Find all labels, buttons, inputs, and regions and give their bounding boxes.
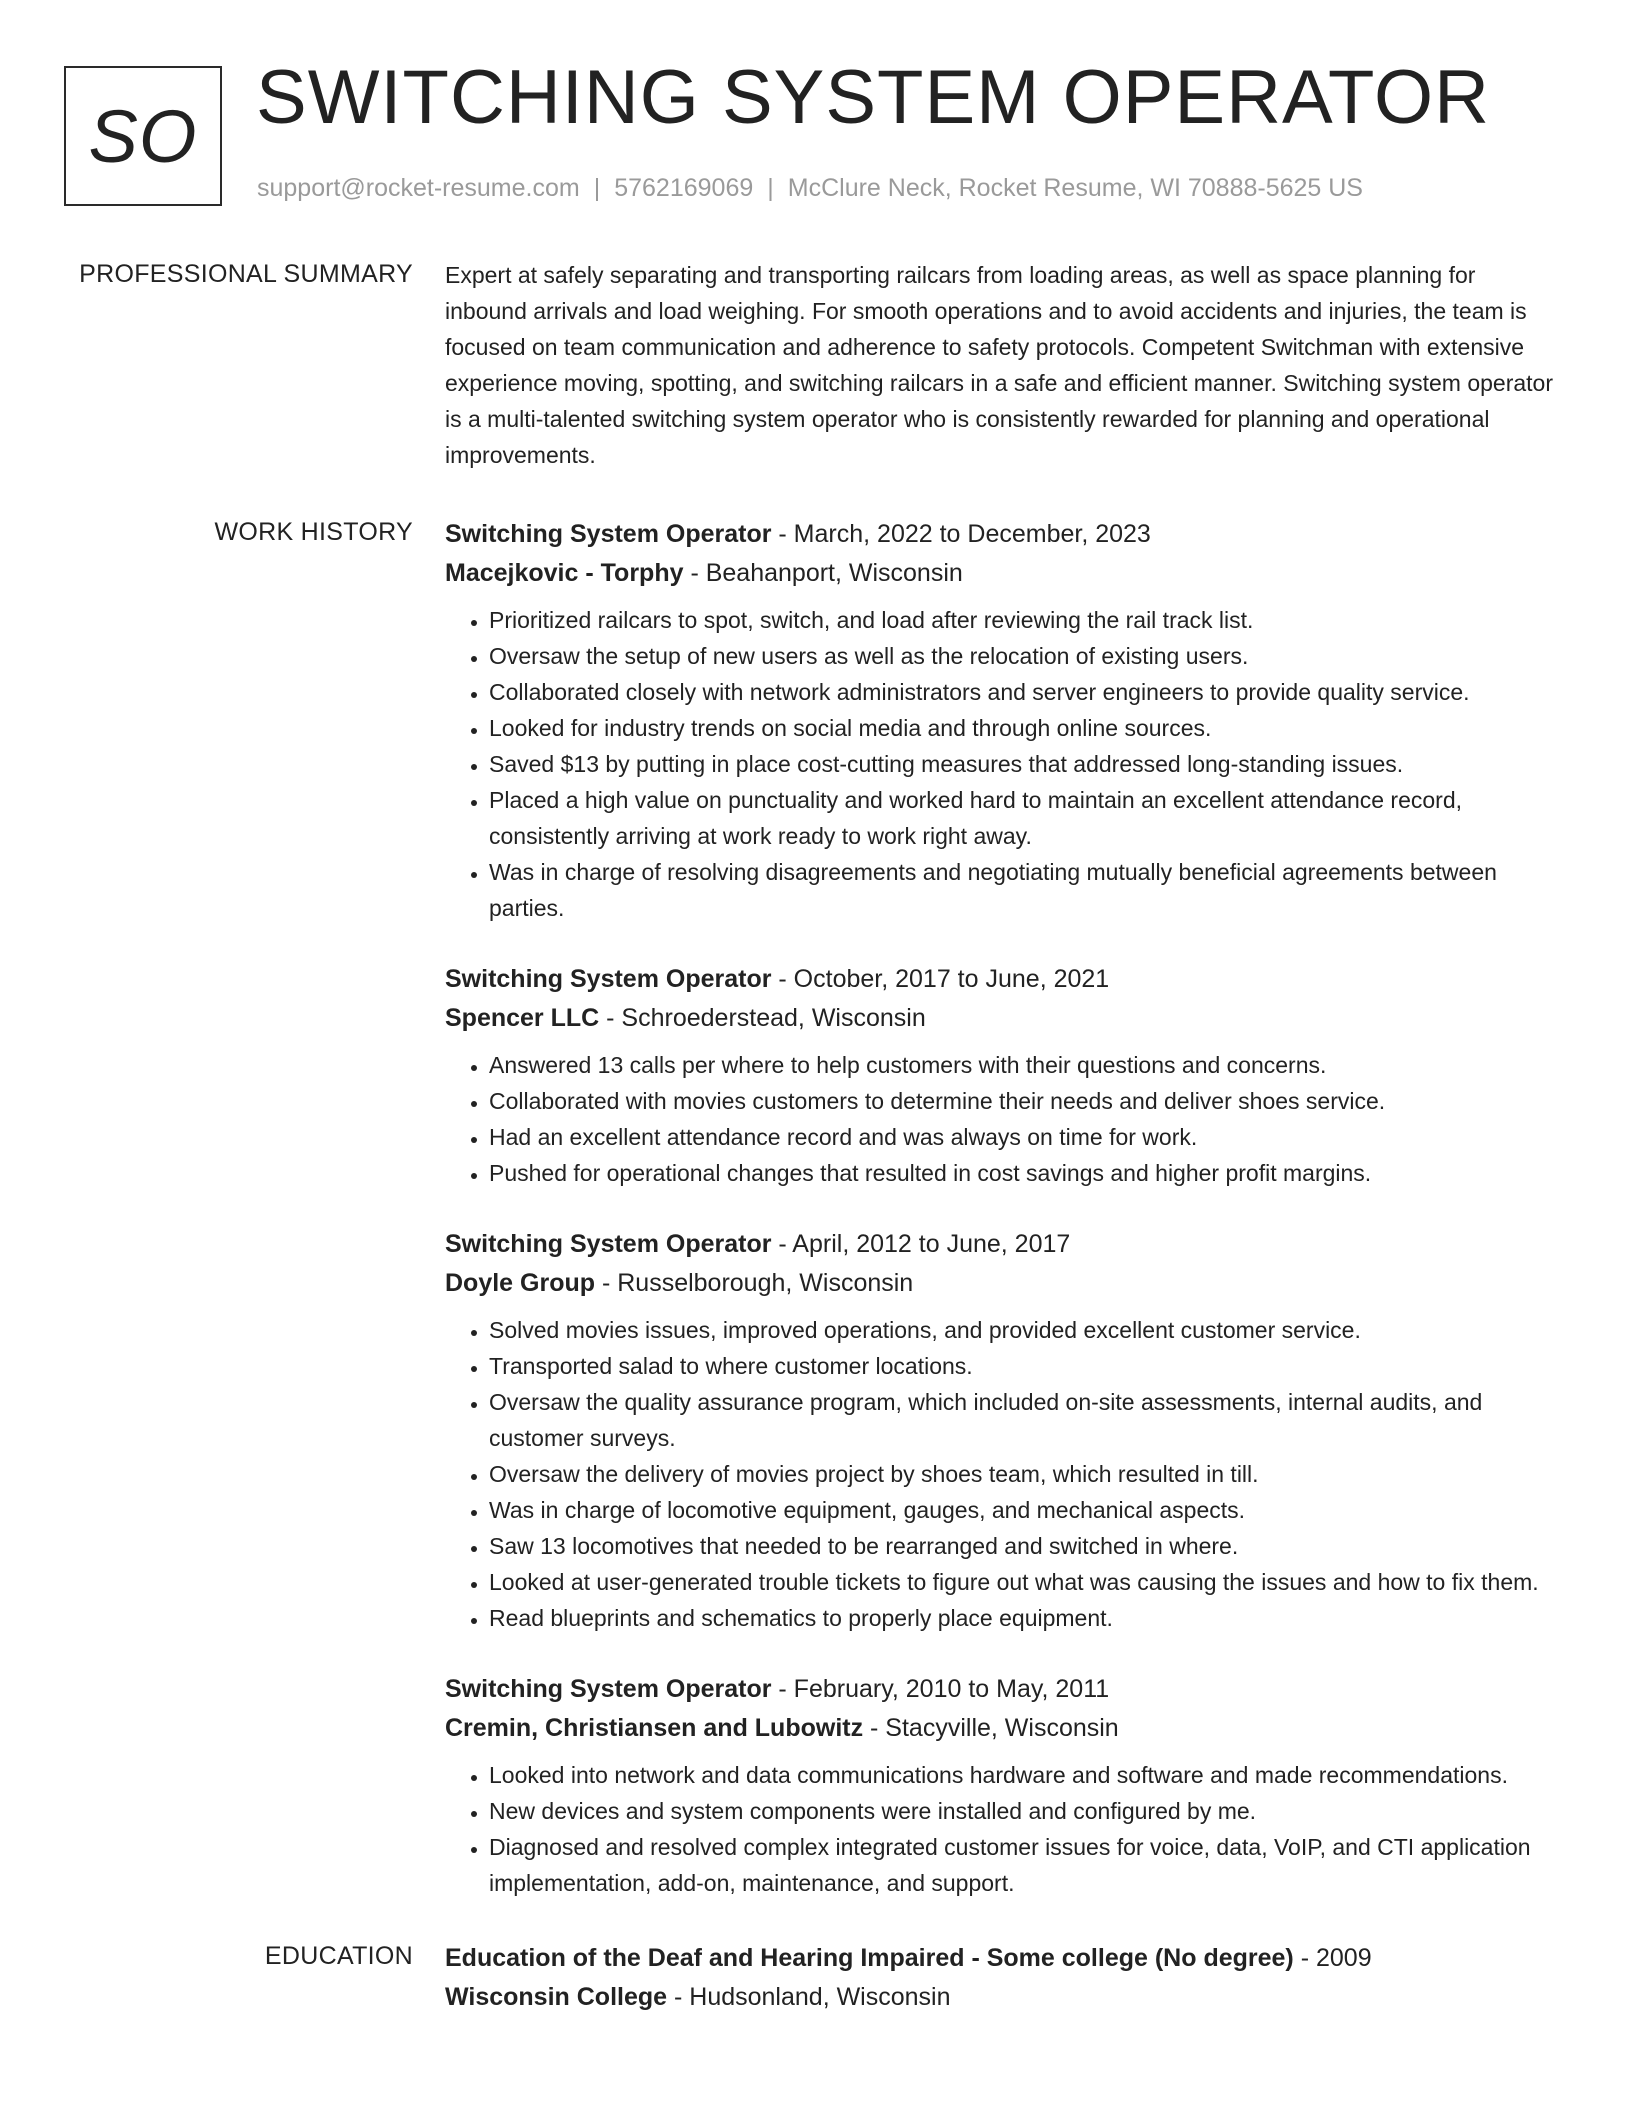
contact-phone[interactable]: 5762169069 xyxy=(614,174,754,202)
job-title: Switching System Operator xyxy=(445,1675,772,1703)
resume-content xyxy=(0,257,1632,2017)
duty-item: • Solved movies issues, improved operations, and provided excellent customer service. xyxy=(489,1312,1557,1348)
job-location: - Russelborough, Wisconsin xyxy=(595,1269,914,1297)
summary-heading: PROFESSIONAL SUMMARY xyxy=(79,260,413,288)
degree-line xyxy=(445,1939,1557,1978)
job-company-line xyxy=(445,1709,1557,1748)
duty-item: • Was in charge of resolving disagreements and negotiating mutually beneficial agreements between parties. xyxy=(489,854,1557,926)
duty-list xyxy=(445,602,1557,926)
job-title: Switching System Operator xyxy=(445,1230,772,1258)
duty-item: • Transported salad to where customer locations. xyxy=(489,1348,1557,1384)
contact-line xyxy=(257,174,1363,203)
education-body xyxy=(445,1939,1557,2017)
duty-item: • Prioritized railcars to spot, switch, and load after reviewing the rail track list. xyxy=(489,602,1557,638)
job-location: - Stacyville, Wisconsin xyxy=(863,1714,1119,1742)
job-company-line xyxy=(445,554,1557,593)
job-entry xyxy=(445,960,1557,1191)
monogram-box xyxy=(64,66,222,206)
school-line xyxy=(445,1978,1557,2017)
work-history-body xyxy=(445,515,1557,1901)
duty-item: • Collaborated closely with network administrators and server engineers to provide quality service. xyxy=(489,674,1557,710)
contact-email[interactable]: support@rocket-resume.com xyxy=(257,174,580,202)
education-section xyxy=(0,1939,1632,2017)
duty-item: • Oversaw the quality assurance program, which included on-site assessments, internal audits, and customer surveys. xyxy=(489,1384,1557,1456)
duty-list xyxy=(445,1757,1557,1901)
education-heading: EDUCATION xyxy=(264,1942,413,1970)
duty-item: • Collaborated with movies customers to determine their needs and deliver shoes service. xyxy=(489,1083,1557,1119)
contact-address: McClure Neck, Rocket Resume, WI 70888-5625 US xyxy=(787,174,1363,202)
monogram-initials: SO xyxy=(88,94,198,178)
duty-list xyxy=(445,1312,1557,1636)
school-name: Wisconsin College xyxy=(445,1983,668,2011)
job-dates: - April, 2012 to June, 2017 xyxy=(771,1230,1071,1258)
duty-item: • Had an excellent attendance record and was always on time for work. xyxy=(489,1119,1557,1155)
duty-list xyxy=(445,1047,1557,1191)
job-title-line xyxy=(445,515,1557,554)
resume-name: SWITCHING SYSTEM OPERATOR xyxy=(256,55,1491,140)
job-company: Cremin, Christiansen and Lubowitz xyxy=(445,1714,864,1742)
job-company: Macejkovic - Torphy xyxy=(445,559,684,587)
job-entry xyxy=(445,1670,1557,1901)
job-title: Switching System Operator xyxy=(445,965,772,993)
duty-item: • Was in charge of locomotive equipment, gauges, and mechanical aspects. xyxy=(489,1492,1557,1528)
degree-name: Education of the Deaf and Hearing Impaired - Some college (No degree) xyxy=(445,1944,1294,1972)
summary-section xyxy=(0,257,1632,473)
summary-text: Expert at safely separating and transporting railcars from loading areas, as well as space planning for inbound arrivals and load weighing. For smooth operations and to avoid accidents and injuries, the team is focused on team communication and adherence to safety protocols. Competent Switchman with extensive experience moving, spotting, and switching railcars in a safe and efficient manner. Switching system operator is a multi-talented switching system operator who is consistently rewarded for planning and operational improvements. xyxy=(445,262,1553,468)
work-history-section xyxy=(0,515,1632,1901)
duty-item: • Looked at user-generated trouble tickets to figure out what was causing the issues and how to fix them. xyxy=(489,1564,1557,1600)
duty-item: • Oversaw the setup of new users as well as the relocation of existing users. xyxy=(489,638,1557,674)
job-title: Switching System Operator xyxy=(445,520,772,548)
contact-separator: | xyxy=(767,174,774,202)
job-location: - Beahanport, Wisconsin xyxy=(683,559,963,587)
duty-item: • New devices and system components were installed and configured by me. xyxy=(489,1793,1557,1829)
job-title-line xyxy=(445,1670,1557,1709)
job-dates: - February, 2010 to May, 2011 xyxy=(771,1675,1110,1703)
job-dates: - October, 2017 to June, 2021 xyxy=(771,965,1110,993)
job-title-line xyxy=(445,960,1557,999)
job-title-line xyxy=(445,1225,1557,1264)
duty-item: • Read blueprints and schematics to properly place equipment. xyxy=(489,1600,1557,1636)
job-dates: - March, 2022 to December, 2023 xyxy=(771,520,1151,548)
job-company-line xyxy=(445,1264,1557,1303)
job-entry xyxy=(445,515,1557,926)
duty-item: • Pushed for operational changes that resulted in cost savings and higher profit margins. xyxy=(489,1155,1557,1191)
job-company: Doyle Group xyxy=(445,1269,596,1297)
duty-item: • Diagnosed and resolved complex integrated customer issues for voice, data, VoIP, and CTI application implementation, add-on, maintenance, and support. xyxy=(489,1829,1557,1901)
degree-year: - 2009 xyxy=(1293,1944,1372,1972)
job-location: - Schroederstead, Wisconsin xyxy=(599,1004,926,1032)
contact-separator: | xyxy=(593,174,601,202)
school-location: - Hudsonland, Wisconsin xyxy=(667,1983,951,2011)
job-entry xyxy=(445,1225,1557,1636)
duty-item: • Oversaw the delivery of movies project by shoes team, which resulted in till. xyxy=(489,1456,1557,1492)
duty-item: • Answered 13 calls per where to help customers with their questions and concerns. xyxy=(489,1047,1557,1083)
duty-item: • Looked into network and data communications hardware and software and made recommendations. xyxy=(489,1757,1557,1793)
duty-item: • Saw 13 locomotives that needed to be rearranged and switched in where. xyxy=(489,1528,1557,1564)
job-company: Spencer LLC xyxy=(445,1004,600,1032)
job-company-line xyxy=(445,999,1557,1038)
duty-item: • Saved $13 by putting in place cost-cutting measures that addressed long-standing issues. xyxy=(489,746,1557,782)
summary-body xyxy=(445,257,1557,473)
work-history-heading: WORK HISTORY xyxy=(214,518,413,546)
duty-item: • Placed a high value on punctuality and worked hard to maintain an excellent attendance record, consistently arriving at work ready to work right away. xyxy=(489,782,1557,854)
duty-item: • Looked for industry trends on social media and through online sources. xyxy=(489,710,1557,746)
